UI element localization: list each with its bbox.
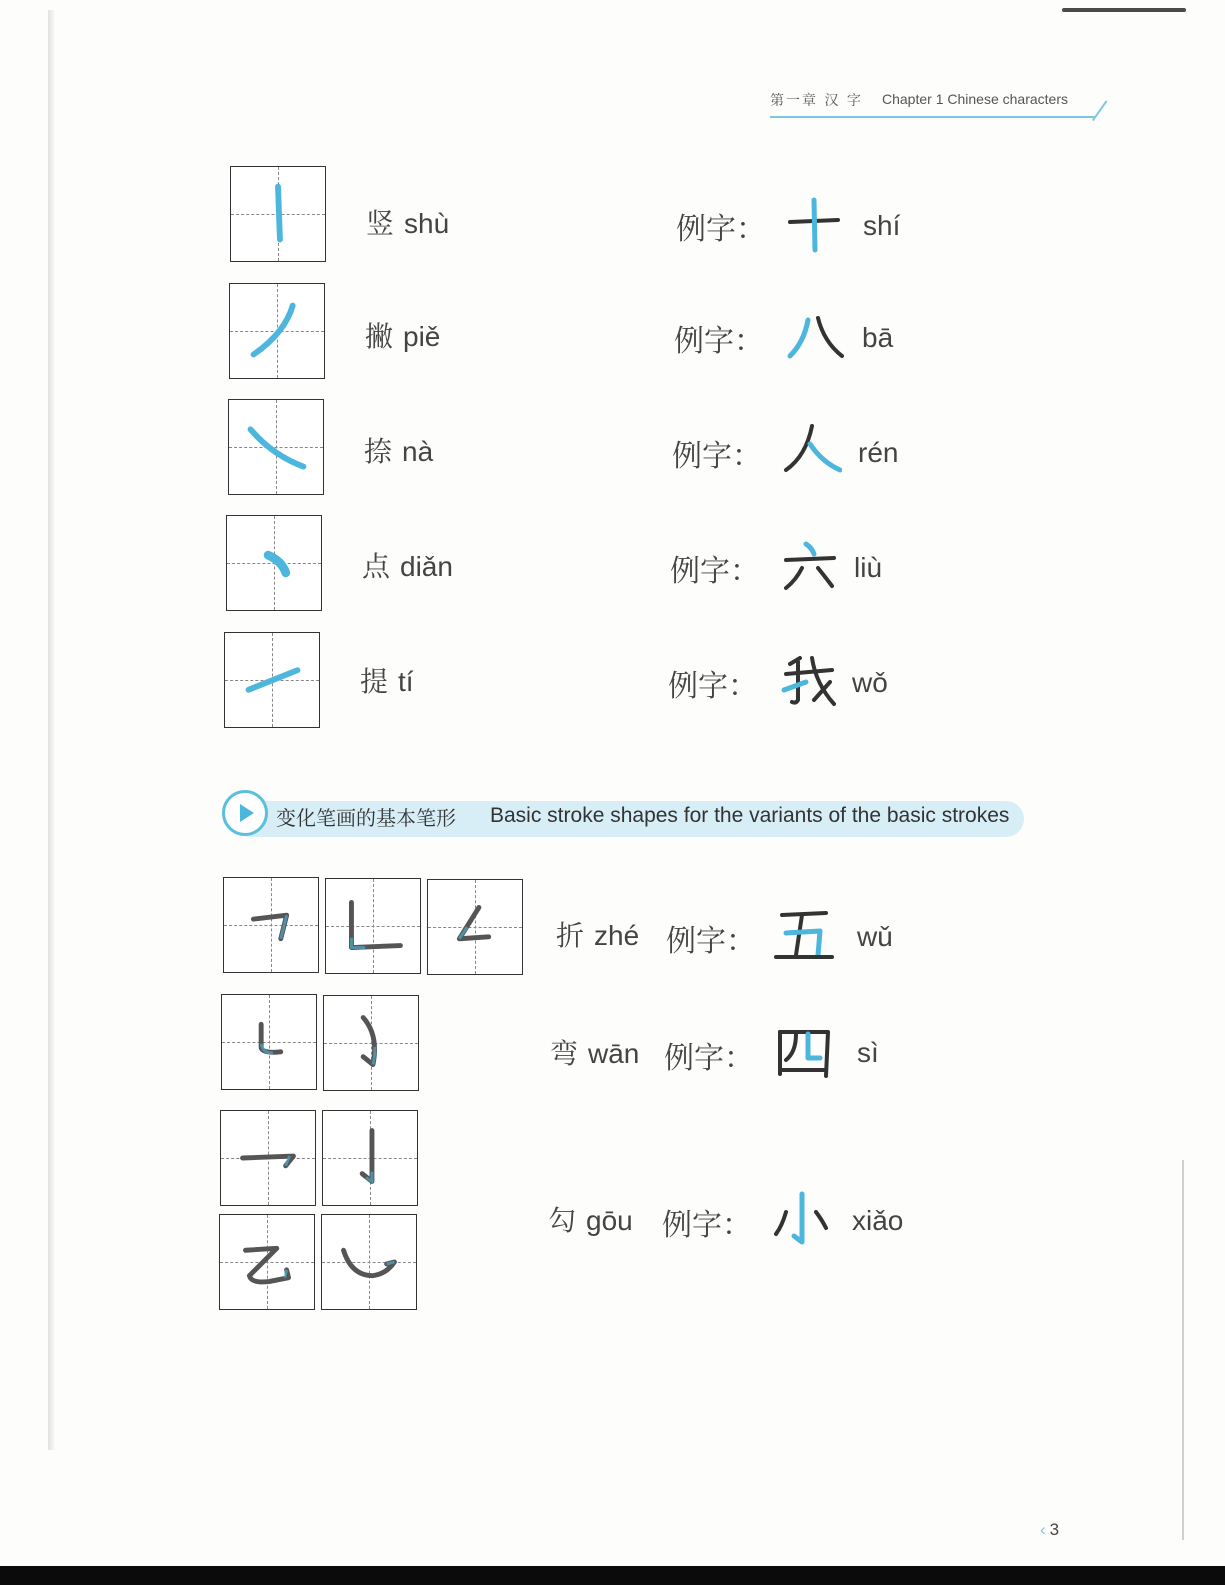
example-pinyin-xiao: xiǎo xyxy=(852,1205,904,1236)
example-char-wu xyxy=(774,905,834,965)
na-stroke-icon xyxy=(229,400,323,494)
header-slash xyxy=(1092,100,1107,121)
example-char-xiao xyxy=(772,1190,832,1250)
example-char-ba xyxy=(784,306,844,366)
section-title-zh: 变化笔画的基本笔形 xyxy=(276,806,456,830)
wogou-stroke-icon xyxy=(322,1215,416,1309)
example-pinyin-wu: wǔ xyxy=(857,921,893,952)
example-label: 例字： xyxy=(674,324,764,359)
stroke-name-wan: 弯 wān xyxy=(550,1037,640,1070)
shugou-stroke-icon xyxy=(323,1111,417,1205)
stroke-grid-ti xyxy=(224,632,320,728)
variant-grid-gou-3 xyxy=(219,1214,315,1310)
stroke-name-pie: 撇 piě xyxy=(365,320,441,353)
stroke-name-ti: 提 tí xyxy=(360,665,414,698)
liu-character-icon xyxy=(780,536,840,596)
stroke-grid-na xyxy=(228,399,324,495)
chevron-left-icon: ‹ xyxy=(1040,1520,1046,1539)
stroke-name-na: 捺 nà xyxy=(364,435,434,468)
page-edge-top xyxy=(1062,8,1186,12)
section-banner xyxy=(222,790,1024,838)
piezhe-stroke-icon xyxy=(428,880,522,974)
stroke-name-zhe: 折 zhé xyxy=(556,919,640,952)
xiao-character-icon xyxy=(772,1190,832,1250)
variant-grid-zhe-3 xyxy=(427,879,523,975)
example-label: 例字： xyxy=(672,439,762,474)
page-number: ‹ 3 xyxy=(1040,1520,1060,1539)
scan-edge-bottom xyxy=(0,1566,1225,1585)
example-pinyin-shi: shí xyxy=(863,210,901,241)
example-char-wo xyxy=(780,650,840,710)
ba-character-icon xyxy=(784,306,844,366)
stroke-name-dian: 点 diǎn xyxy=(362,550,453,583)
hengzhe-stroke-icon xyxy=(224,878,318,972)
dian-stroke-icon xyxy=(227,516,321,610)
example-pinyin-ba: bā xyxy=(862,322,894,353)
wo-character-icon xyxy=(780,650,840,710)
shuzhe-stroke-icon xyxy=(326,879,420,973)
chapter-title-en: Chapter 1 Chinese characters xyxy=(882,91,1068,107)
example-label: 例字： xyxy=(668,669,758,704)
ren-character-icon xyxy=(782,420,842,480)
wu-character-icon xyxy=(774,905,834,965)
variant-grid-wan-1 xyxy=(221,994,317,1090)
section-title-en: Basic stroke shapes for the variants of the basic strokes xyxy=(490,804,1010,827)
example-pinyin-ren: rén xyxy=(858,437,899,468)
variant-grid-wan-2 xyxy=(323,995,419,1091)
si-character-icon xyxy=(774,1022,834,1082)
example-char-shi xyxy=(784,194,844,254)
variant-grid-zhe-1 xyxy=(223,877,319,973)
example-char-si xyxy=(774,1022,834,1082)
example-pinyin-liu: liù xyxy=(854,552,883,583)
example-char-ren xyxy=(782,420,842,480)
henggou-stroke-icon xyxy=(221,1111,315,1205)
example-label: 例字： xyxy=(662,1208,752,1243)
example-pinyin-si: sì xyxy=(857,1037,879,1068)
stroke-name-shu: 竖 shù xyxy=(366,207,450,240)
chapter-title-zh: 第一章 汉 字 xyxy=(770,93,863,109)
variant-grid-gou-2 xyxy=(322,1110,418,1206)
page-edge-right xyxy=(1182,1160,1184,1540)
shuwan-stroke-icon xyxy=(222,995,316,1089)
stroke-name-gou: 勾 gōu xyxy=(548,1204,633,1237)
shi-character-icon xyxy=(784,194,844,254)
stroke-grid-dian xyxy=(226,515,322,611)
example-label: 例字： xyxy=(676,212,766,247)
header-underline xyxy=(770,116,1095,118)
wangou-stroke-icon xyxy=(324,996,418,1090)
example-label: 例字： xyxy=(666,924,756,959)
pie-stroke-icon xyxy=(230,284,324,378)
stroke-grid-shu xyxy=(230,166,326,262)
example-char-liu xyxy=(780,536,840,596)
variant-grid-zhe-2 xyxy=(325,878,421,974)
example-label: 例字： xyxy=(664,1041,754,1076)
chapter-header xyxy=(770,88,1110,128)
ti-stroke-icon xyxy=(225,633,319,727)
variant-grid-gou-4 xyxy=(321,1214,417,1310)
example-pinyin-wo: wǒ xyxy=(852,667,888,698)
shu-stroke-icon xyxy=(231,167,325,261)
example-label: 例字： xyxy=(670,554,760,589)
play-icon xyxy=(222,790,268,836)
page-shadow-left xyxy=(48,10,54,1450)
stroke-grid-pie xyxy=(229,283,325,379)
hengzhewangou-stroke-icon xyxy=(220,1215,314,1309)
variant-grid-gou-1 xyxy=(220,1110,316,1206)
